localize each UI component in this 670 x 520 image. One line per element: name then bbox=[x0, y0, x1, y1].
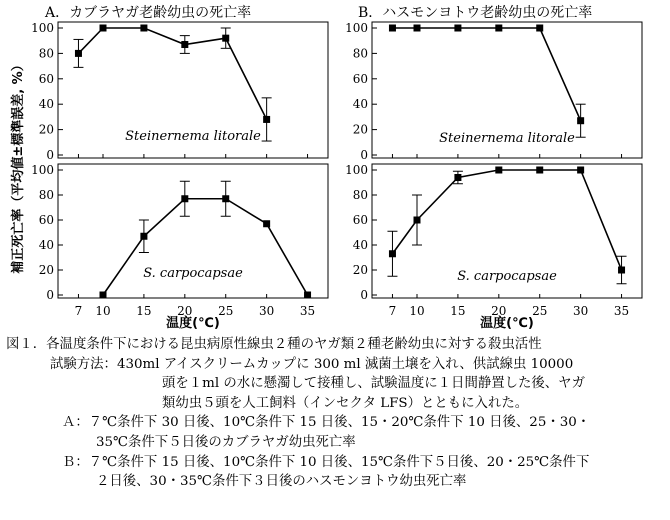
y-tick-label: 80 bbox=[352, 188, 368, 202]
y-tick-label: 40 bbox=[38, 97, 54, 112]
data-point bbox=[263, 116, 270, 123]
y-tick-label: 40 bbox=[352, 238, 368, 252]
data-point bbox=[495, 25, 502, 32]
x-tick-label: 10 bbox=[409, 304, 425, 318]
y-tick-label: 0 bbox=[46, 148, 54, 162]
y-tick-label: 60 bbox=[352, 71, 368, 86]
data-point bbox=[100, 25, 107, 32]
data-point bbox=[140, 233, 147, 240]
y-tick-label: 80 bbox=[38, 46, 54, 61]
y-axis-label: 補正死亡率（平均値±標準誤差, %） bbox=[11, 58, 26, 274]
y-tick-label: 80 bbox=[352, 46, 368, 61]
panel-a-s-carpocapsae bbox=[31, 163, 328, 318]
data-point bbox=[181, 195, 188, 202]
data-point bbox=[181, 41, 188, 48]
species-label: Steinernema litorale bbox=[125, 129, 261, 144]
caption-method-line-3: 類幼虫５頭を人工飼料（インセクタ LFS）とともに入れた。 bbox=[162, 395, 529, 411]
y-tick-label: 20 bbox=[352, 122, 368, 137]
y-tick-label: 20 bbox=[352, 263, 368, 277]
caption-b-line-1: Ｂ：７℃条件下 15 日後、10℃条件下 10 日後、15℃条件下５日後、20・25℃条件下 bbox=[62, 454, 590, 470]
panel-b-s-carpocapsae bbox=[345, 163, 642, 318]
panel-b-title: B．ハスモンヨトウ老齢幼虫の死亡率 bbox=[358, 5, 593, 21]
data-point bbox=[263, 220, 270, 227]
y-tick-label: 0 bbox=[46, 288, 54, 302]
panel-a-steinernema-litorale bbox=[31, 21, 328, 162]
y-tick-label: 40 bbox=[38, 238, 54, 252]
x-axis-label-left: 温度(℃) bbox=[166, 316, 220, 330]
data-point bbox=[140, 25, 147, 32]
x-tick-label: 10 bbox=[95, 304, 111, 318]
caption-a-line-2: 35℃条件下５日後のカブラヤガ幼虫死亡率 bbox=[96, 434, 356, 450]
x-tick-label: 35 bbox=[299, 304, 316, 318]
data-point bbox=[389, 250, 396, 257]
species-label: S. carpocapsae bbox=[457, 269, 557, 284]
figure-caption bbox=[6, 335, 666, 492]
x-tick-label: 30 bbox=[258, 304, 275, 318]
series-line bbox=[78, 28, 266, 119]
data-point bbox=[414, 217, 421, 224]
x-axis-label-right: 温度(℃) bbox=[480, 316, 534, 330]
data-point bbox=[536, 25, 543, 32]
y-tick-label: 0 bbox=[360, 148, 368, 162]
data-point bbox=[618, 267, 625, 274]
caption-method-line-1: 試験方法：430ml アイスクリームカップに 300 ml 滅菌土壌を入れ、供試線虫 10000 bbox=[50, 356, 574, 372]
caption-title: 図１．各温度条件下における昆虫病原性線虫２種のヤガ類２種老齢幼虫に対する殺虫活性 bbox=[6, 337, 542, 352]
y-tick-label: 60 bbox=[38, 213, 54, 227]
x-tick-label: 25 bbox=[532, 304, 548, 318]
data-point bbox=[577, 117, 584, 124]
data-point bbox=[222, 35, 229, 42]
x-tick-label: 35 bbox=[613, 304, 630, 318]
x-tick-label: 25 bbox=[218, 304, 234, 318]
y-tick-label: 60 bbox=[352, 213, 368, 227]
data-point bbox=[75, 50, 82, 57]
y-tick-label: 100 bbox=[31, 21, 54, 35]
data-point bbox=[100, 292, 107, 299]
data-point bbox=[414, 25, 421, 32]
panel-b-steinernema-litorale bbox=[345, 21, 642, 162]
data-point bbox=[577, 167, 584, 174]
x-tick-label: 7 bbox=[74, 304, 83, 318]
x-tick-label: 15 bbox=[450, 304, 466, 318]
y-tick-label: 20 bbox=[38, 122, 54, 137]
y-tick-label: 20 bbox=[38, 263, 54, 277]
y-tick-label: 0 bbox=[360, 288, 368, 302]
y-tick-label: 60 bbox=[38, 71, 54, 86]
x-tick-label: 30 bbox=[572, 304, 589, 318]
data-point bbox=[222, 195, 229, 202]
series-line bbox=[392, 28, 580, 121]
x-tick-label: 20 bbox=[491, 304, 507, 318]
caption-b-line-2: ２日後、30・35℃条件下３日後のハスモンヨトウ幼虫死亡率 bbox=[96, 474, 467, 490]
y-tick-label: 100 bbox=[345, 163, 368, 177]
y-tick-label: 40 bbox=[352, 97, 368, 112]
series-line bbox=[392, 170, 621, 270]
x-tick-label: 15 bbox=[136, 304, 152, 318]
species-label: Steinernema litorale bbox=[439, 131, 575, 146]
x-tick-label: 20 bbox=[177, 304, 193, 318]
y-tick-label: 80 bbox=[38, 188, 54, 202]
x-tick-label: 7 bbox=[388, 304, 397, 318]
data-point bbox=[454, 25, 461, 32]
y-tick-label: 100 bbox=[345, 21, 368, 35]
data-point bbox=[454, 174, 461, 181]
caption-method-line-2: 頭を１ml の水に懸濁して接種し、試験温度に１日間静置した後、ヤガ bbox=[162, 376, 585, 392]
y-tick-label: 100 bbox=[31, 163, 54, 177]
data-point bbox=[304, 292, 311, 299]
data-point bbox=[495, 167, 502, 174]
species-label: S. carpocapsae bbox=[143, 266, 243, 281]
data-point bbox=[536, 167, 543, 174]
caption-a-line-1: Ａ：７℃条件下 30 日後、10℃条件下 15 日後、15・20℃条件下 10 日後、25・30・ bbox=[62, 415, 591, 431]
panel-a-title: A．カブラヤガ老齢幼虫の死亡率 bbox=[45, 5, 252, 21]
data-point bbox=[389, 25, 396, 32]
